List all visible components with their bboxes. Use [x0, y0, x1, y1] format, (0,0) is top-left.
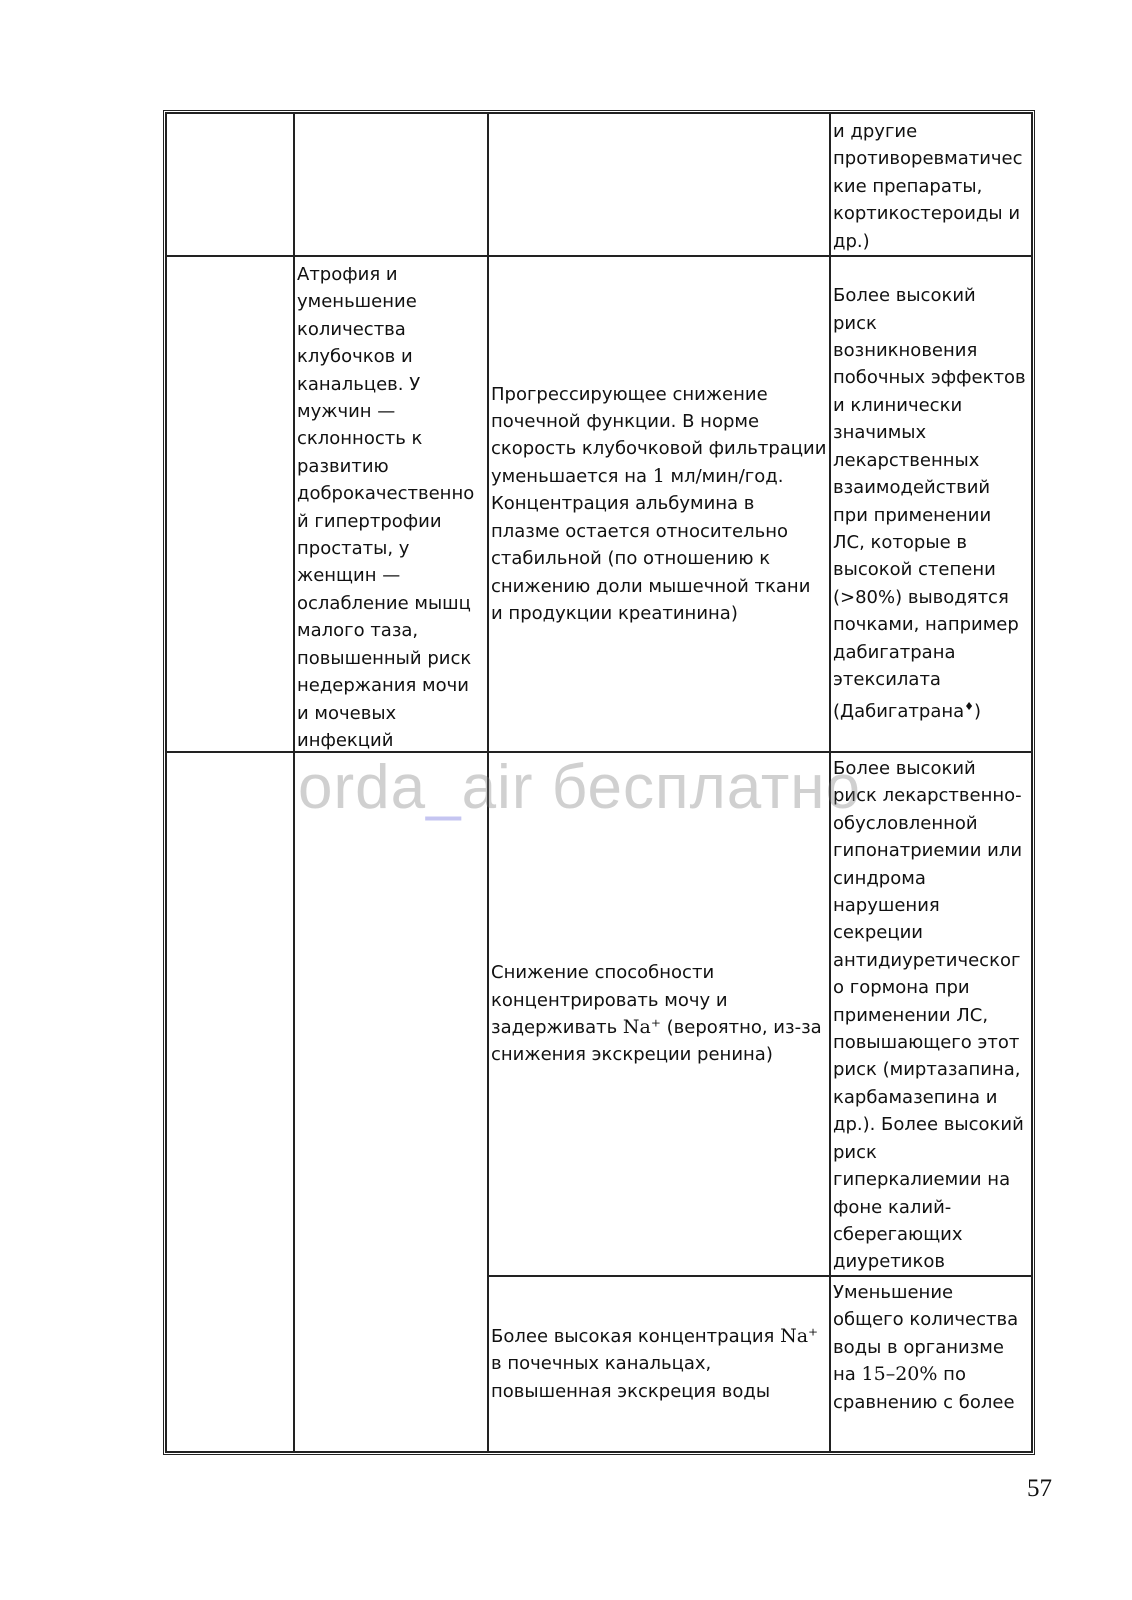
line: нарушения — [833, 895, 940, 917]
line: риск — [833, 1141, 877, 1163]
watermark: orda_air бесплатно — [298, 753, 861, 822]
line: стабильной (по отношению к — [491, 548, 771, 570]
line: гиперкалиемии на — [833, 1169, 1011, 1191]
line: Более высокий — [833, 758, 976, 779]
line: риск лекарственно- — [833, 785, 1022, 807]
row3-col2-cell — [294, 752, 488, 1452]
line: и продукции креатинина) — [491, 602, 738, 624]
sodium-line: задерживать Na⁺ (вероятно, из-за — [491, 1016, 822, 1038]
line: и другие — [833, 121, 918, 142]
line: (>80%) выводятся — [833, 586, 1009, 608]
row1-col3-cell — [488, 113, 830, 256]
line: недержания мочи — [297, 675, 469, 697]
line: доброкачественно — [297, 483, 475, 505]
percent-line: на 15–20% по — [833, 1363, 966, 1386]
line: диуретиков — [833, 1251, 945, 1273]
line: плазме остается относительно — [491, 520, 789, 542]
rate-line: уменьшается на 1 мл/мин/год. — [491, 464, 784, 487]
line: Более высокий — [833, 285, 976, 307]
line: секреции — [833, 922, 923, 944]
line: клубочков и — [297, 346, 413, 368]
line: уменьшение — [297, 291, 417, 313]
line: синдрома — [833, 867, 926, 889]
line: снижения экскреции ренина) — [491, 1044, 773, 1066]
row2-col2-cell — [294, 256, 488, 752]
line: Снижение способности — [491, 962, 715, 984]
line: снижению доли мышечной ткани — [491, 575, 811, 597]
line: применении ЛС, — [833, 1004, 989, 1026]
row2-col4-cell — [830, 256, 1032, 752]
row1-col4-cell — [830, 113, 1032, 256]
row2-col3-cell — [488, 256, 830, 752]
line: фоне калий- — [833, 1196, 952, 1218]
line: общего количества — [833, 1309, 1019, 1331]
row2-col1-cell — [166, 256, 294, 752]
line: склонность к — [297, 428, 423, 450]
line: Атрофия и — [297, 264, 398, 285]
line: мужчин — — [297, 401, 396, 423]
line: количества — [297, 318, 406, 340]
line: высокой степени — [833, 559, 996, 581]
line: этексилата — [833, 668, 941, 690]
line: сравнению с более — [833, 1391, 1015, 1413]
line: др.). Более высокий — [833, 1114, 1024, 1136]
line: дабигатрана — [833, 641, 956, 663]
line: гипонатриемии или — [833, 840, 1023, 862]
line: при применении — [833, 504, 992, 526]
line: повышающего этот — [833, 1032, 1020, 1054]
line: риск — [833, 312, 877, 334]
line: простаты, у — [297, 538, 410, 560]
line: повышенный риск — [297, 647, 472, 669]
line: й гипертрофии — [297, 510, 442, 532]
line: и клинически — [833, 394, 963, 416]
line: развитию — [297, 455, 389, 477]
line: побочных эффектов — [833, 367, 1026, 389]
line: антидиуретическог — [833, 949, 1021, 971]
row3-col3b-cell — [488, 1276, 830, 1452]
sodium-line: Более высокая концентрация Na⁺ — [491, 1324, 819, 1347]
line: и мочевых — [297, 702, 397, 724]
line: малого таза, — [297, 620, 419, 642]
line: скорость клубочковой фильтрации — [491, 438, 827, 460]
line: кортикостероиды и — [833, 203, 1021, 225]
line: ЛС, которые в — [833, 531, 967, 553]
rx-mark-icon: ♦ — [964, 700, 975, 714]
line: риск (миртазапина, — [833, 1059, 1021, 1081]
clinical-table — [163, 110, 1035, 1455]
line: взаимодействий — [833, 477, 991, 499]
line: карбамазепина и — [833, 1086, 998, 1108]
line: лекарственных — [833, 449, 980, 471]
line: ослабление мышц — [297, 592, 471, 614]
row3-col4b-cell — [830, 1276, 1032, 1452]
row3-col4a-cell — [830, 752, 1032, 1276]
line: обусловленной — [833, 812, 978, 834]
line: возникновения — [833, 340, 978, 362]
line: женщин — — [297, 565, 401, 587]
line: кие препараты, — [833, 175, 983, 197]
line: значимых — [833, 422, 927, 444]
line: противоревматичес — [833, 148, 1023, 170]
line: Концентрация альбумина в — [491, 493, 755, 515]
line: воды в организме — [833, 1336, 1004, 1358]
line: сберегающих — [833, 1223, 963, 1245]
line: канальцев. У — [297, 373, 421, 395]
row3-col3a-cell — [488, 752, 830, 1276]
trade-name-line: (Дабигатрана♦) — [833, 700, 982, 723]
line: концентрировать мочу и — [491, 989, 728, 1011]
line: др.) — [833, 230, 870, 252]
row1-col1-cell — [166, 113, 294, 256]
line: почками, например — [833, 614, 1019, 636]
row3-col1-cell — [166, 752, 294, 1452]
line: о гормона при — [833, 977, 970, 999]
line: в почечных канальцах, — [491, 1353, 712, 1375]
line: инфекций — [297, 729, 394, 751]
line: повышенная экскреция воды — [491, 1380, 771, 1402]
row1-col2-cell — [294, 113, 488, 256]
page-number: 57 — [1027, 1475, 1052, 1502]
line: Уменьшение — [833, 1282, 954, 1303]
line: почечной функции. В норме — [491, 411, 760, 433]
line: Прогрессирующее снижение — [491, 383, 768, 405]
